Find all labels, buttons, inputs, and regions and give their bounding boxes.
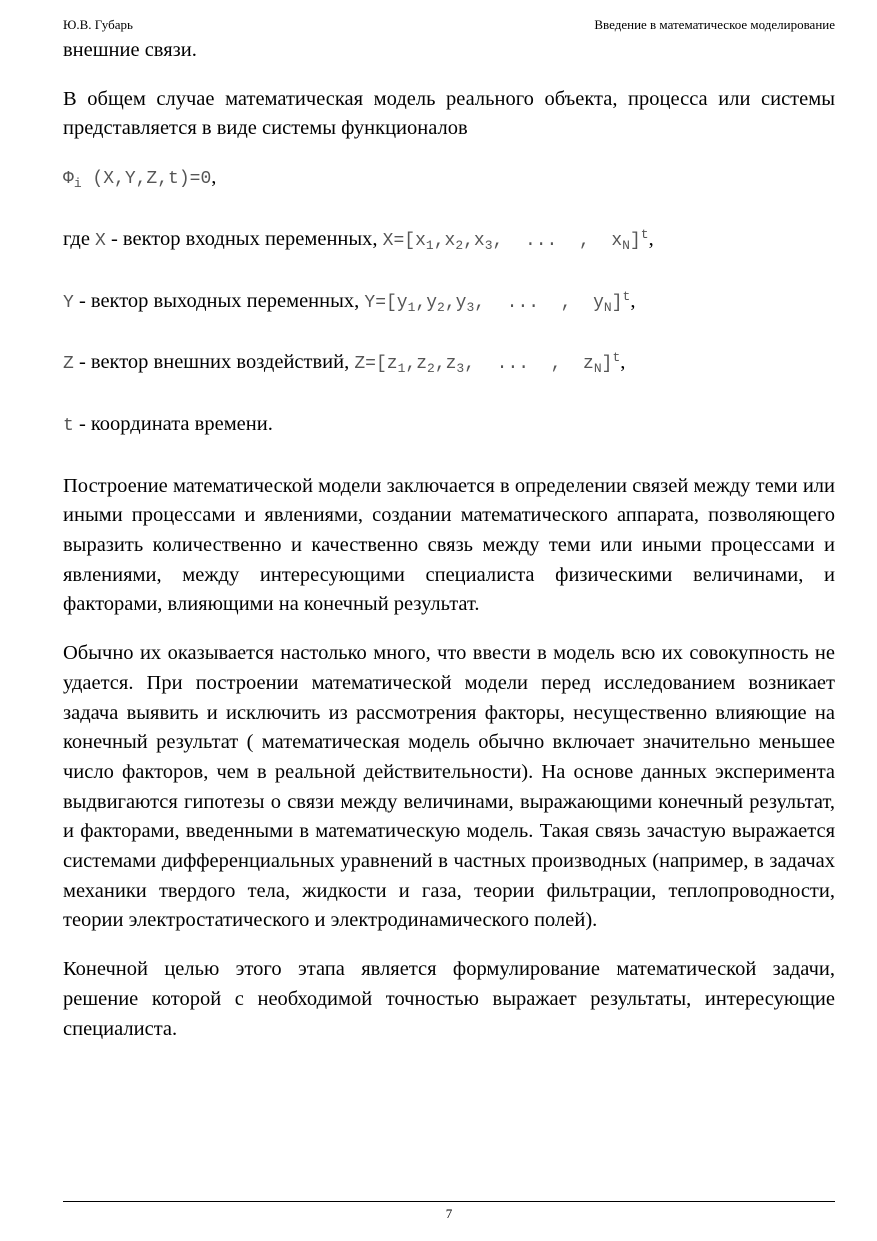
vector-z: $Z=[z_1,z_2,z_3$, ... , $z_N]^t$ (354, 350, 621, 377)
header-author: Ю.В. Губарь (63, 17, 133, 32)
definition-x: где X - вектор входных переменных, $X=[x_1,x_2,x_3$, ... , $x_N]^t$, (63, 226, 654, 253)
paragraph-continuation: внешние связи. (63, 39, 197, 61)
vector-x: $X=[x_1,x_2,x_3$, ... , $x_N]^t$ (382, 226, 649, 253)
formula: $\Phi_i$ (X,Y,Z,t)=0 (63, 169, 212, 192)
paragraph-intro: В общем случае математическая модель реального объекта, процесса или системы представляется в виде системы функционалов (63, 87, 835, 140)
definition-z: Z - вектор внешних воздействий, $Z=[z_1,z_2,z_3$, ... , $z_N]^t$, (63, 350, 626, 377)
page-body (63, 36, 835, 1044)
vector-y: $Y=[y_1,y_2,y_3$, ... , $y_N]^t$ (364, 288, 631, 315)
footer-divider (63, 1201, 835, 1202)
paragraph-goal: Конечной целью этого этапа является формулирование математической задачи, решение которой с необходимой точностью выражает результаты, интересующие специалиста. (63, 958, 835, 1040)
page-number: 7 (445, 1206, 453, 1221)
document-page (63, 0, 835, 1241)
header-title: Введение в математическое моделирование (594, 17, 835, 32)
running-header (63, 17, 835, 33)
definition-y: Y - вектор выходных переменных, $Y=[y_1,y_2,y_3$, ... , $y_N]^t$, (63, 288, 636, 315)
definition-t: t - координата времени. (63, 412, 273, 436)
paragraph-construction: Построение математической модели заключается в определении связей между теми или иными процессами и явлениями, создании математического аппарата, позволяющего выразить количественно и качественно связь между теми или иными процессами и явлениями, между интересующими специалиста физическими величинами, и факторами, влияющими на конечный результат. (63, 474, 835, 616)
formula-line: $\Phi_i$ (X,Y,Z,t)=0, (63, 166, 217, 192)
paragraph-factors: Обычно их оказывается настолько много, что ввести в модель всю их совокупность не удается. При построении математической модели перед исследованием возникает задача выявить и исключить из рассмотрения факторы, несущественно влияющие на конечный результат ( математическая модель обычно включает значительно меньшее число факторов, чем в реальной действительности). На основе данных эксперимента выдвигаются гипотезы о связи между величинами, выражающими конечный результат, и факторами, введенными в математическую модель. Такая связь зачастую выражается системами дифференциальных уравнений в частных производных (например, в задачах механики твердого тела, жидкости и газа, теории фильтрации, теплопроводности, теории электростатического и электродинамического полей). (63, 642, 835, 932)
